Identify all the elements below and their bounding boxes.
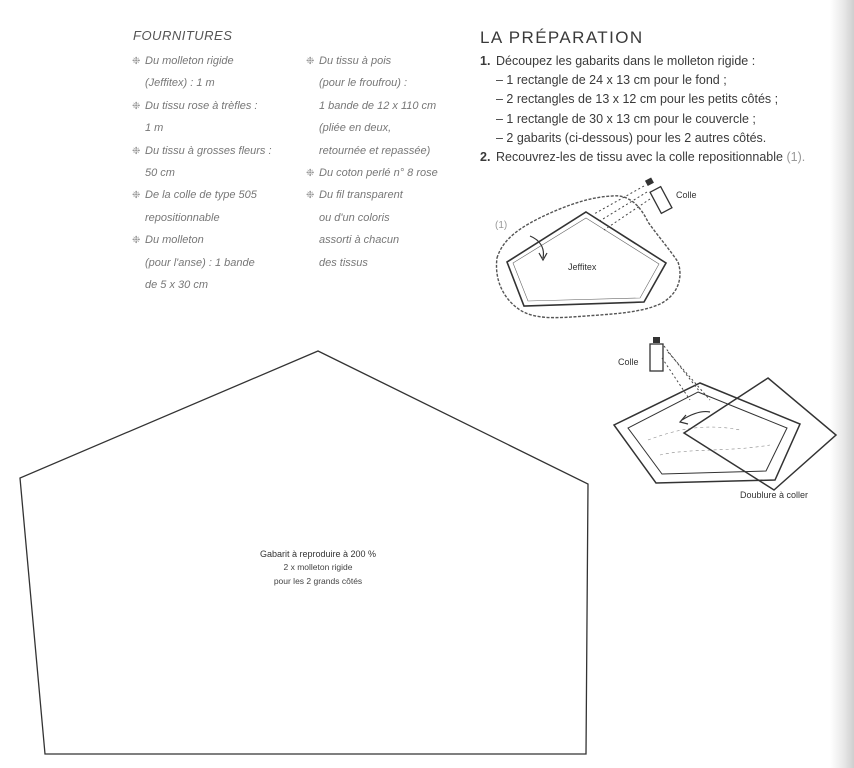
colle-label-top: Colle (676, 190, 697, 200)
step-1-number: 1. (480, 54, 491, 68)
supply-text: retournée et repassée) (319, 144, 431, 157)
illustration-ref-label: (1) (495, 220, 508, 231)
supply-text: 1 bande de 12 x 110 cm (319, 99, 437, 112)
supply-text: Du molleton (145, 234, 204, 247)
step-2-reference: (1). (786, 149, 806, 164)
supply-text: assorti à chacun (319, 234, 400, 247)
snowflake-icon: ❉ (132, 190, 141, 202)
supply-text: De la colle de type 505 (145, 189, 257, 202)
supply-text: 50 cm (145, 166, 175, 179)
template-title: Gabarit à reproduire à 200 % (259, 549, 377, 559)
supply-text: Du fil transparent (319, 189, 403, 202)
colle-label-bottom: Colle (618, 357, 639, 367)
supply-text: repositionnable (145, 211, 220, 224)
supply-text: Du tissu à grosses fleurs : (145, 144, 272, 157)
doublure-label: Doublure à coller (740, 490, 809, 500)
supply-text: (pour l'anse) : 1 bande (145, 256, 255, 269)
step-1-item: – 1 rectangle de 30 x 13 cm pour le couvercle ; (496, 111, 756, 126)
supply-text: Du molleton rigide (145, 55, 234, 67)
snowflake-icon: ❉ (306, 167, 315, 179)
glue-spray-icon (650, 337, 663, 371)
snowflake-icon: ❉ (132, 56, 141, 67)
snowflake-icon: ❉ (306, 56, 315, 67)
snowflake-icon: ❉ (132, 145, 141, 157)
step-1-item: – 2 rectangles de 13 x 12 cm pour les petits côtés ; (496, 92, 779, 107)
snowflake-icon: ❉ (132, 100, 141, 112)
supply-text: Du coton perlé n° 8 rose (319, 166, 438, 179)
step-1-item: – 2 gabarits (ci-dessous) pour les 2 autres côtés. (496, 130, 767, 145)
template-line-2: 2 x molleton rigide (283, 562, 353, 572)
illustration-step-1 (495, 177, 697, 317)
supply-text: Du tissu rose à trèfles : (145, 99, 258, 112)
supply-text: Du tissu à pois (319, 55, 392, 67)
supply-text: de 5 x 30 cm (145, 278, 208, 291)
supply-text: (pour le froufrou) : (319, 77, 408, 90)
jeffitex-pentagon (507, 212, 666, 306)
template-gabarit (20, 351, 588, 754)
step-1-text: Découpez les gabarits dans le molleton rigide : (496, 54, 756, 68)
supply-text: (pliée en deux, (319, 122, 392, 135)
jeffitex-label: Jeffitex (568, 262, 597, 272)
supply-text: ou d'un coloris (319, 211, 390, 224)
supply-text: (Jeffitex) : 1 m (145, 77, 215, 90)
fournitures-heading: FOURNITURES (133, 28, 233, 43)
step-1-item: – 1 rectangle de 24 x 13 cm pour le fond ; (496, 73, 727, 88)
covered-pentagon-outer (614, 383, 800, 483)
step-2-number: 2. (480, 149, 491, 164)
illustration-step-2 (614, 337, 836, 500)
supply-text: 1 m (145, 122, 164, 135)
template-line-3: pour les 2 grands côtés (273, 576, 363, 586)
snowflake-icon: ❉ (306, 190, 315, 202)
step-2-text: Recouvrez-les de tissu avec la colle repositionnable (496, 149, 783, 164)
supply-text: des tissus (319, 256, 368, 269)
snowflake-icon: ❉ (132, 235, 141, 247)
preparation-heading: LA PRÉPARATION (480, 28, 644, 47)
glue-spray-icon (645, 177, 672, 213)
